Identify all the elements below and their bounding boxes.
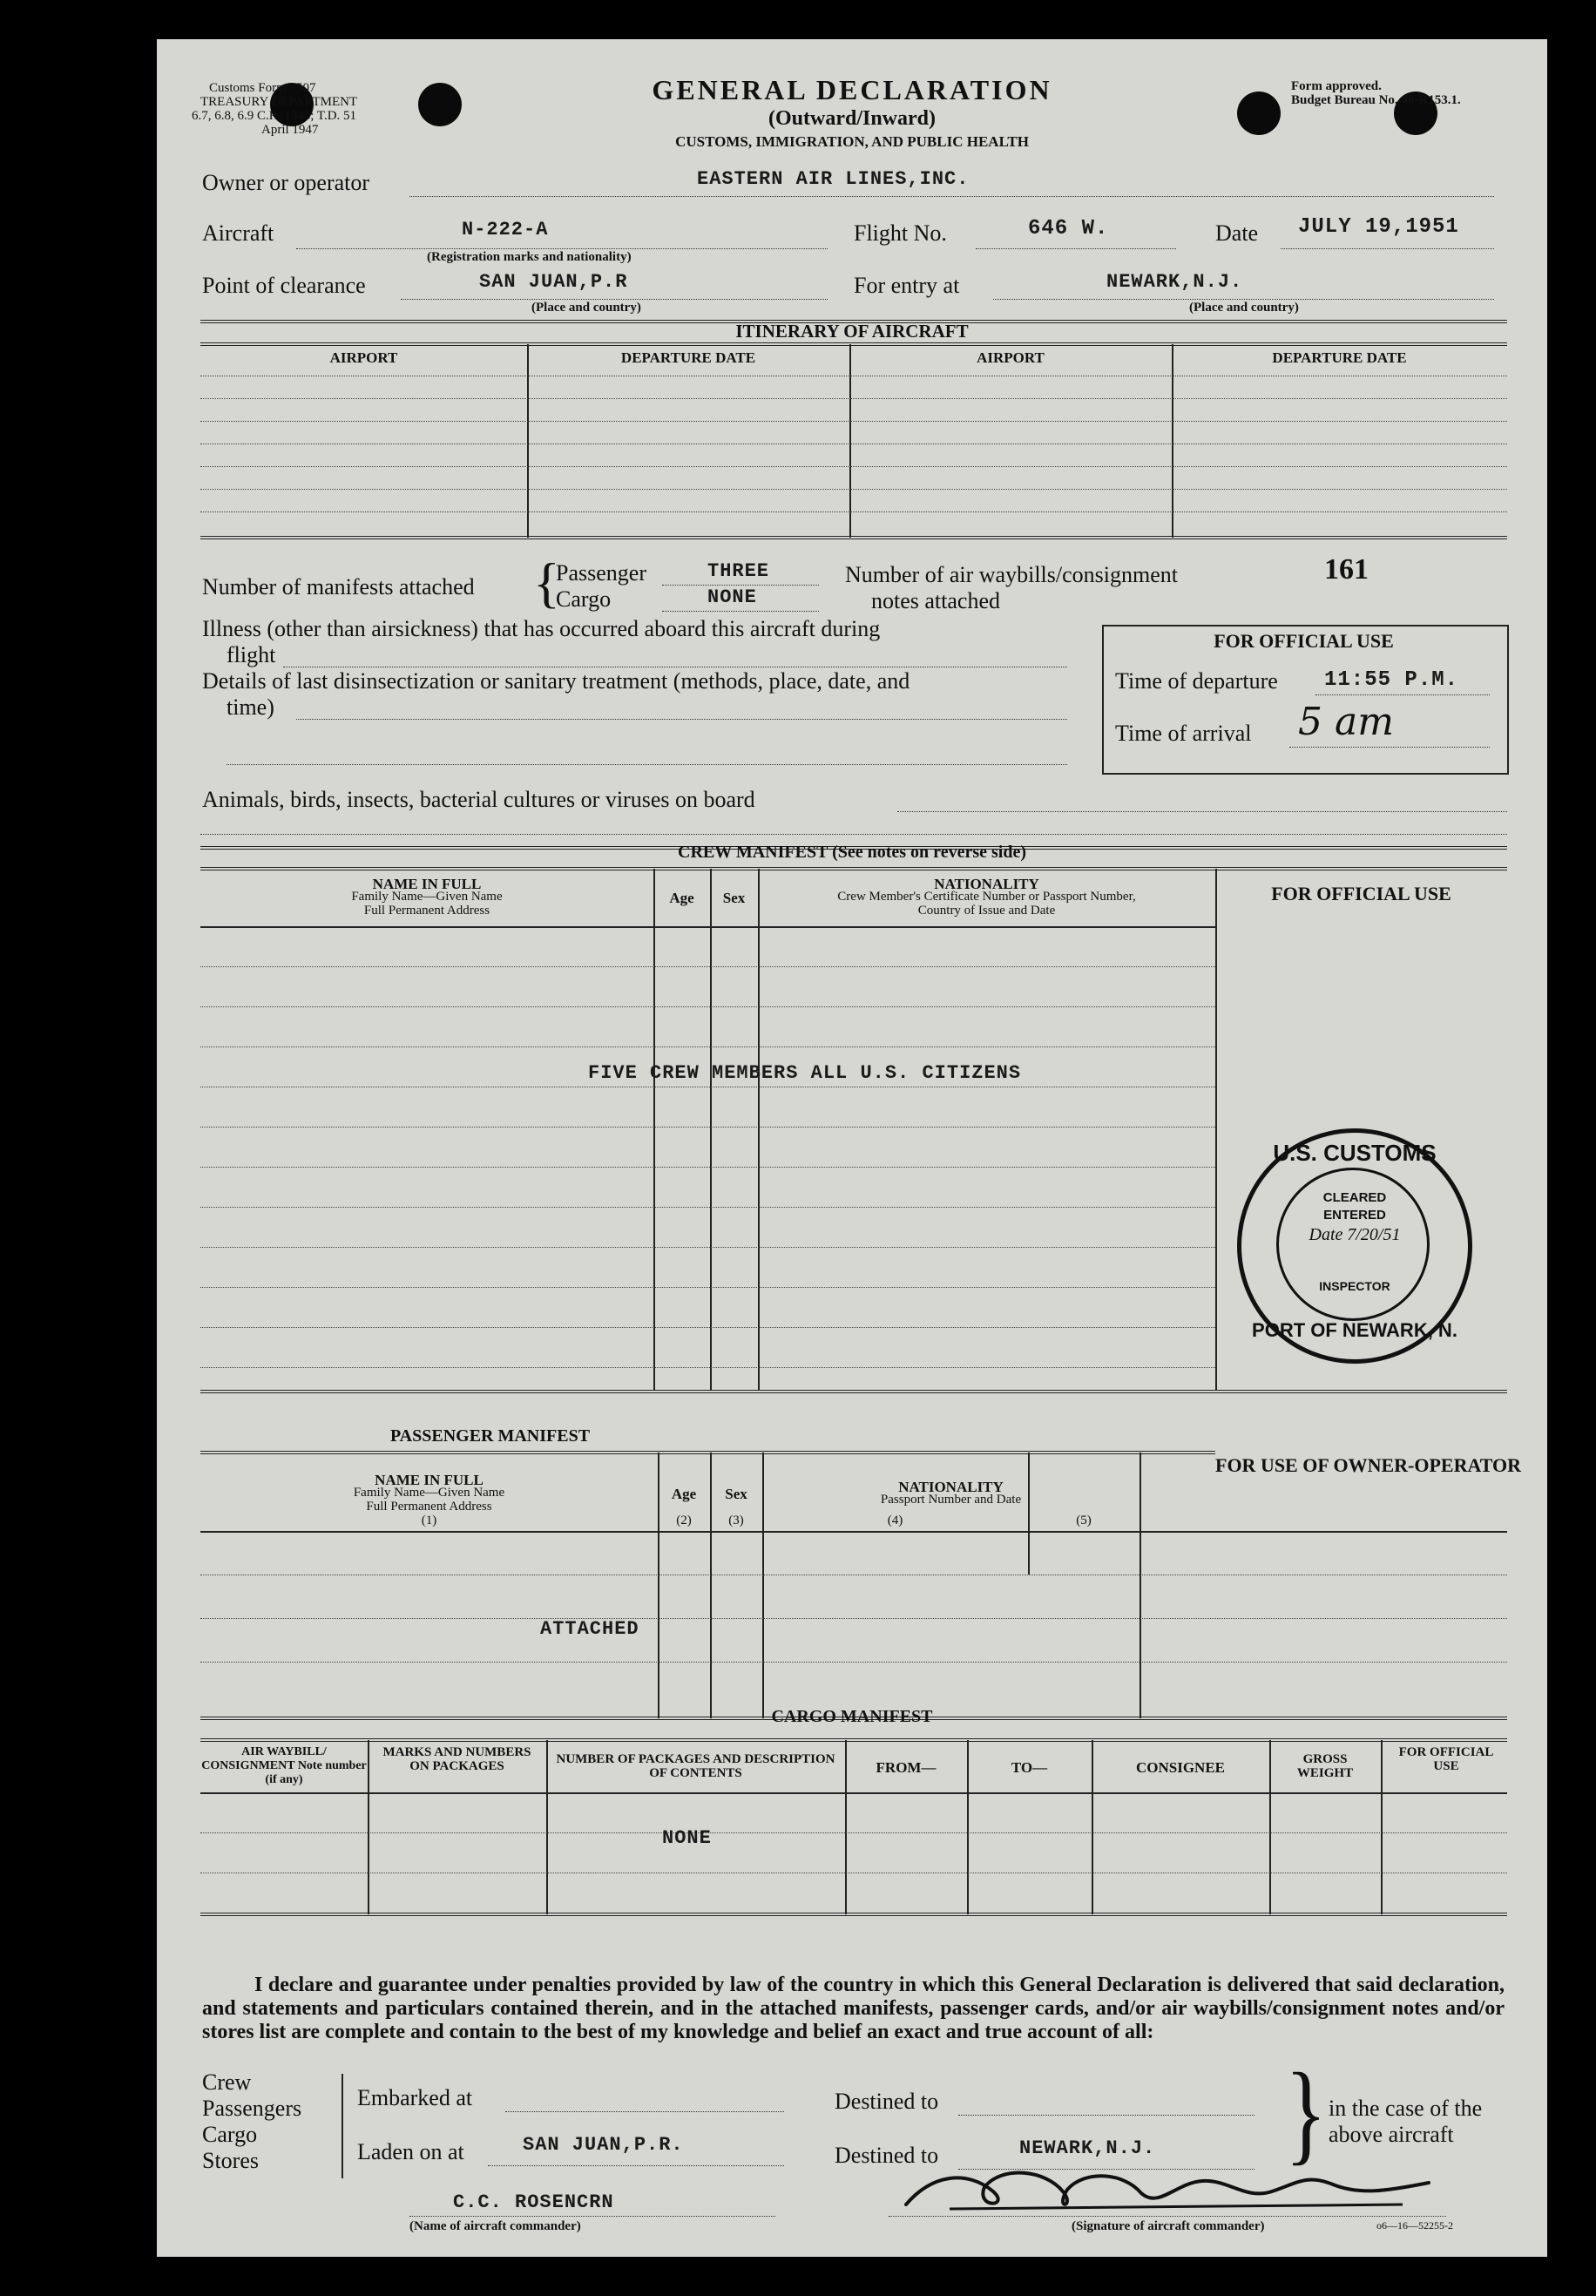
arrival-line — [1289, 747, 1490, 748]
cargo-col-waybill: AIR WAYBILL/ CONSIGNMENT Note number (if any) — [201, 1745, 367, 1786]
owner-label: Owner or operator — [202, 170, 370, 195]
customs-stamp — [1237, 1128, 1472, 1364]
divider — [200, 1390, 1507, 1393]
owner-value: EASTERN AIR LINES,INC. — [697, 168, 970, 190]
laden-line — [488, 2165, 784, 2166]
crew-col-nationality-sub2: Country of Issue and Date — [917, 904, 1056, 918]
cargo-line — [662, 611, 819, 612]
commander-signature — [897, 2157, 1437, 2218]
stamp-ring-top: U.S. CUSTOMS — [1273, 1140, 1437, 1166]
stamp-date: Date 7/20/51 — [1309, 1225, 1401, 1244]
passenger-line — [662, 585, 819, 586]
passenger-label: Passenger — [556, 560, 646, 586]
stamp-entered: ENTERED — [1323, 1208, 1386, 1223]
crew-manifest-title: CREW MANIFEST (See notes on reverse side) — [678, 843, 1026, 862]
animals-label: Animals, birds, insects, bacterial cultures or viruses on board — [202, 787, 755, 812]
arrival-time-value: 5 am — [1298, 700, 1394, 744]
budget-bureau-number: Budget Bureau No. 48-R153.1. — [1291, 93, 1461, 107]
passenger-col-name: NAME IN FULL — [375, 1472, 484, 1488]
waybill-count: 161 — [1324, 553, 1369, 586]
passenger-col-sex-num: (3) — [728, 1514, 744, 1527]
stamp-cleared: CLEARED — [1322, 1190, 1387, 1205]
crew-col-name: NAME IN FULL — [372, 876, 482, 892]
table-rule — [200, 489, 1507, 490]
itinerary-col-airport: AIRPORT — [329, 349, 398, 366]
crew-col-name-sub: Family Name—Given Name — [351, 890, 503, 904]
table-rule — [200, 1662, 1507, 1663]
divider — [200, 1738, 1507, 1742]
case-label: in the case of the — [1329, 2096, 1483, 2121]
cargo-label: Cargo — [556, 586, 612, 612]
crew-entry: FIVE CREW MEMBERS ALL U.S. CITIZENS — [588, 1062, 1022, 1084]
column-divider — [1215, 869, 1217, 1390]
column-divider — [1269, 1740, 1271, 1914]
owner-line — [409, 196, 1494, 197]
cargo-col-packages: NUMBER OF PACKAGES AND DESCRIPTION OF CONTENTS — [556, 1752, 835, 1780]
divider — [200, 342, 1507, 346]
clearance-value: SAN JUAN,P.R — [479, 271, 628, 293]
table-rule — [200, 1287, 1215, 1288]
crew-col-nationality-sub: Crew Member's Certificate Number or Passport Number, — [837, 890, 1136, 904]
passenger-value: THREE — [707, 560, 770, 582]
passenger-col-nationality-num: (4) — [887, 1514, 903, 1527]
table-rule — [200, 421, 1507, 422]
table-rule — [200, 1618, 1507, 1619]
passenger-col-age-num: (2) — [676, 1514, 692, 1527]
entry-line — [993, 299, 1494, 300]
waybill-label: Number of air waybills/consignment — [845, 562, 1178, 587]
disinsect-line-2 — [227, 764, 1067, 765]
entry-value: NEWARK,N.J. — [1106, 271, 1243, 293]
header-rule — [200, 1531, 1507, 1533]
clearance-label: Point of clearance — [202, 273, 366, 298]
declaration-form — [157, 39, 1547, 2257]
table-rule — [200, 1127, 1215, 1128]
table-rule — [200, 1006, 1215, 1007]
disinsect-label-2: time) — [227, 694, 274, 720]
destined-label-2: Destined to — [835, 2143, 939, 2168]
header-rule — [200, 1792, 1507, 1794]
declaration-item-stores: Stores — [202, 2148, 259, 2173]
form-subtitle: (Outward/Inward) — [768, 107, 936, 130]
owner-operator-use: FOR USE OF OWNER-OPERATOR — [1215, 1454, 1522, 1476]
approval-line: Form approved. — [1291, 79, 1382, 93]
official-use-title: FOR OFFICIAL USE — [1214, 630, 1394, 652]
column-divider — [758, 869, 760, 1390]
embarked-label: Embarked at — [357, 2085, 473, 2110]
passenger-col-sex: Sex — [725, 1486, 747, 1502]
passenger-col5-num: (5) — [1076, 1514, 1092, 1527]
column-divider — [1140, 1453, 1141, 1718]
table-rule — [200, 1207, 1215, 1208]
cargo-manifest-title: CARGO MANIFEST — [771, 1707, 933, 1726]
declaration-item-crew: Crew — [202, 2069, 252, 2095]
illness-label-2: flight — [227, 642, 276, 667]
date-line — [1281, 248, 1494, 249]
itinerary-col-departure: DEPARTURE DATE — [620, 349, 756, 366]
table-rule — [200, 1327, 1215, 1328]
departure-line — [1315, 694, 1490, 695]
passenger-col-name-sub2: Full Permanent Address — [366, 1500, 492, 1514]
form-regulations: 6.7, 6.8, 6.9 C.R. 1943; T.D. 51 — [192, 109, 357, 123]
form-title: GENERAL DECLARATION — [652, 74, 1052, 105]
passenger-col-nationality: NATIONALITY — [898, 1479, 1004, 1495]
divider — [200, 1913, 1507, 1916]
cargo-value: NONE — [707, 586, 757, 608]
cargo-entry: NONE — [662, 1827, 712, 1849]
animals-line — [897, 811, 1507, 812]
passenger-col-name-num: (1) — [421, 1514, 437, 1527]
passenger-col-age: Age — [671, 1486, 697, 1502]
table-rule — [200, 1046, 1215, 1047]
embarked-line — [505, 2111, 784, 2112]
declaration-item-passengers: Passengers — [202, 2096, 302, 2121]
passenger-manifest-title: PASSENGER MANIFEST — [389, 1426, 591, 1446]
passenger-col-name-sub: Family Name—Given Name — [353, 1486, 505, 1500]
crew-col-name-sub2: Full Permanent Address — [363, 904, 490, 918]
divider — [200, 867, 1507, 870]
column-divider — [527, 344, 529, 538]
crew-col-sex: Sex — [722, 890, 746, 906]
form-issue-date: April 1947 — [261, 123, 319, 137]
disinsect-label: Details of last disinsectization or sanitary treatment (methods, place, date, and — [202, 668, 910, 694]
cargo-col-from: FROM— — [876, 1759, 937, 1776]
column-divider — [1172, 344, 1173, 538]
itinerary-title: ITINERARY OF AIRCRAFT — [735, 321, 969, 342]
table-rule — [200, 1367, 1215, 1368]
destined-line — [958, 2115, 1254, 2116]
crew-col-age: Age — [669, 890, 694, 906]
table-rule — [200, 511, 1507, 512]
cargo-col-official: FOR OFFICIAL USE — [1398, 1745, 1494, 1773]
illness-label: Illness (other than airsickness) that has occurred aboard this aircraft during — [202, 616, 881, 641]
print-code: o6—16—52255-2 — [1376, 2219, 1453, 2232]
passenger-col-nationality-sub: Passport Number and Date — [880, 1493, 1022, 1507]
column-divider — [849, 344, 851, 538]
table-rule — [200, 1167, 1215, 1168]
animals-line-2 — [200, 834, 1507, 835]
flight-label: Flight No. — [854, 220, 947, 246]
passenger-entry: ATTACHED — [540, 1618, 639, 1640]
laden-value: SAN JUAN,P.R. — [523, 2134, 684, 2156]
stamp-inspector: INSPECTOR — [1319, 1279, 1390, 1293]
stamp-ring-bottom: PORT OF NEWARK, N. — [1252, 1319, 1457, 1341]
flight-value: 646 W. — [1028, 217, 1109, 240]
date-value: JULY 19,1951 — [1298, 215, 1459, 239]
cargo-col-consignee: CONSIGNEE — [1135, 1759, 1226, 1776]
form-department: TREASURY DEPARTMENT — [200, 95, 358, 109]
declaration-text: I declare and guarantee under penalties provided by law of the country in which this General Declaration is delivered that said declaration, and statements and particulars contained therein, and in the attached manifests, passenger cards, and/or air waybills/consignment notes and/or stores list are complete and contain to the best of my knowledge and belief an exact and true account of all: — [202, 1974, 1505, 2043]
column-divider — [1381, 1740, 1383, 1914]
cargo-col-weight: GROSS WEIGHT — [1296, 1752, 1354, 1780]
destined-label: Destined to — [835, 2089, 939, 2114]
laden-label: Laden on at — [357, 2139, 464, 2164]
table-rule — [200, 466, 1507, 467]
case-label-2: above aircraft — [1329, 2122, 1454, 2147]
arrival-time-label: Time of arrival — [1115, 721, 1252, 746]
aircraft-value: N-222-A — [462, 219, 549, 240]
manifests-label: Number of manifests attached — [202, 574, 475, 599]
waybill-label-2: notes attached — [871, 588, 1000, 613]
clearance-caption: (Place and country) — [531, 301, 641, 315]
column-divider — [368, 1740, 369, 1914]
signature-caption: (Signature of aircraft commander) — [1072, 2219, 1265, 2233]
aircraft-label: Aircraft — [202, 220, 274, 246]
entry-caption: (Place and country) — [1189, 301, 1299, 315]
departure-time-value: 11:55 P.M. — [1324, 668, 1459, 692]
table-rule — [200, 398, 1507, 399]
manifest-brace: { — [533, 552, 560, 613]
declaration-item-cargo: Cargo — [202, 2122, 258, 2147]
column-divider — [710, 869, 712, 1390]
itinerary-col-airport: AIRPORT — [977, 349, 1045, 366]
clearance-line — [401, 299, 828, 300]
cargo-col-to: TO— — [1011, 1759, 1048, 1776]
divider — [200, 536, 1507, 539]
cargo-col-marks: MARKS AND NUMBERS ON PACKAGES — [382, 1745, 531, 1773]
table-rule — [200, 1247, 1215, 1248]
form-number: Customs Form 7507 — [209, 81, 316, 95]
commander-name-value: C.C. ROSENCRN — [453, 2191, 614, 2213]
column-divider — [546, 1740, 548, 1914]
table-rule — [200, 1832, 1507, 1833]
declaration-bracket — [342, 2074, 343, 2178]
aircraft-line — [296, 248, 828, 249]
commander-name-line — [409, 2216, 775, 2217]
aircraft-caption: (Registration marks and nationality) — [427, 250, 632, 264]
crew-official-use: FOR OFFICIAL USE — [1271, 883, 1451, 904]
column-divider — [653, 869, 655, 1390]
disinsect-line — [296, 719, 1067, 720]
table-rule — [200, 966, 1215, 967]
flight-line — [976, 248, 1176, 249]
form-subtitle-agencies: CUSTOMS, IMMIGRATION, AND PUBLIC HEALTH — [675, 133, 1029, 150]
divider — [200, 1451, 1215, 1454]
date-label: Date — [1215, 220, 1259, 246]
case-brace: } — [1285, 2049, 1327, 2176]
header-rule — [200, 926, 1215, 928]
commander-name-caption: (Name of aircraft commander) — [409, 2219, 581, 2233]
itinerary-col-departure: DEPARTURE DATE — [1272, 349, 1407, 366]
departure-time-label: Time of departure — [1115, 668, 1278, 694]
crew-col-nationality: NATIONALITY — [934, 876, 1039, 892]
destined-value: NEWARK,N.J. — [1019, 2137, 1156, 2159]
entry-label: For entry at — [854, 273, 960, 298]
